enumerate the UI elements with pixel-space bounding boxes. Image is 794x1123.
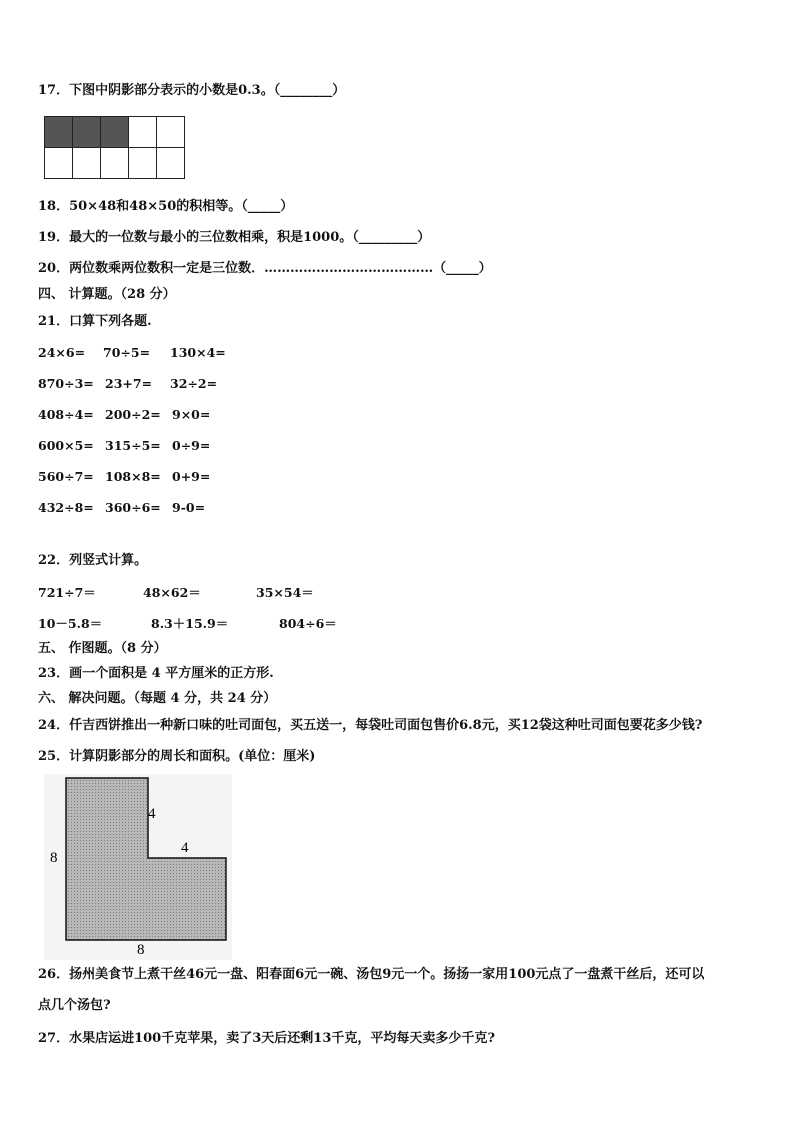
grid-cell	[45, 148, 73, 179]
calc-item: 9×0=	[172, 407, 211, 422]
question-21-title: 21．口算下列各题.	[38, 314, 152, 329]
question-25: 25．计算阴影部分的周长和面积。(单位：厘米)	[38, 749, 316, 764]
question-18: 18．50×48和48×50的积相等。（_____）	[38, 199, 294, 214]
calc-item: 108×8=	[105, 469, 161, 484]
calc-item: 70÷5=	[103, 345, 151, 360]
vertical-calc-item: 10－5.8＝	[38, 616, 103, 631]
calc-item: 24×6=	[38, 345, 86, 360]
grid-cell	[129, 148, 157, 179]
vertical-calc-item: 721÷7＝	[38, 585, 96, 600]
calc-item: 130×4=	[170, 345, 226, 360]
vertical-calc-item: 8.3＋15.9＝	[151, 616, 229, 631]
grid-cell-shaded	[73, 117, 101, 148]
calc-item: 23+7=	[105, 376, 153, 391]
question-24: 24．仟吉西饼推出一种新口味的吐司面包，买五送一，每袋吐司面包售价6.8元，买12袋这种吐司面包要花多少钱?	[38, 718, 703, 733]
grid-cell	[129, 117, 157, 148]
calc-item: 600×5=	[38, 438, 94, 453]
calc-item: 200÷2=	[105, 407, 161, 422]
label-bottom-side: 8	[137, 942, 145, 958]
calc-item: 0÷9=	[172, 438, 211, 453]
calc-item: 0+9=	[172, 469, 211, 484]
section-6-heading: 六、 解决问题。（每题 4 分，共 24 分）	[38, 691, 277, 706]
vertical-calc-item: 804÷6＝	[279, 616, 337, 631]
label-inner-vertical: 4	[148, 806, 156, 822]
decimal-grid-figure	[44, 116, 185, 179]
question-26-line-2: 点几个汤包?	[38, 998, 111, 1013]
question-27: 27．水果店运进100千克苹果，卖了3天后还剩13千克，平均每天卖多少千克?	[38, 1031, 495, 1046]
vertical-calc-item: 48×62＝	[143, 585, 201, 600]
label-inner-horizontal: 4	[181, 840, 189, 856]
calc-item: 560÷7=	[38, 469, 94, 484]
grid-cell	[157, 148, 185, 179]
vertical-calc-item: 35×54＝	[256, 585, 314, 600]
calc-item: 315÷5=	[105, 438, 161, 453]
grid-cell-shaded	[45, 117, 73, 148]
section-4-heading: 四、 计算题。（28 分）	[38, 287, 176, 302]
calc-item: 408÷4=	[38, 407, 94, 422]
calc-item: 870÷3=	[38, 376, 94, 391]
question-19: 19．最大的一位数与最小的三位数相乘，积是1000。（_________）	[38, 230, 431, 245]
label-left-side: 8	[50, 850, 58, 866]
question-23: 23．画一个面积是 4 平方厘米的正方形.	[38, 666, 274, 681]
grid-cell	[73, 148, 101, 179]
calc-item: 9-0=	[172, 500, 206, 515]
grid-cell-shaded	[101, 117, 129, 148]
question-20: 20．两位数乘两位数积一定是三位数．…………………………………（_____）	[38, 261, 492, 276]
grid-cell	[101, 148, 129, 179]
question-17: 17．下图中阴影部分表示的小数是0.3。（________）	[38, 83, 346, 98]
l-shape-figure	[44, 774, 232, 960]
section-5-heading: 五、 作图题。（8 分）	[38, 641, 167, 656]
grid-cell	[157, 117, 185, 148]
calc-item: 32÷2=	[170, 376, 218, 391]
calc-item: 432÷8=	[38, 500, 94, 515]
calc-item: 360÷6=	[105, 500, 161, 515]
question-22-title: 22．列竖式计算。	[38, 553, 148, 568]
question-26-line-1: 26．扬州美食节上煮干丝46元一盘、阳春面6元一碗、汤包9元一个。扬扬一家用100元点了一盘煮干丝后，还可以	[38, 967, 705, 982]
